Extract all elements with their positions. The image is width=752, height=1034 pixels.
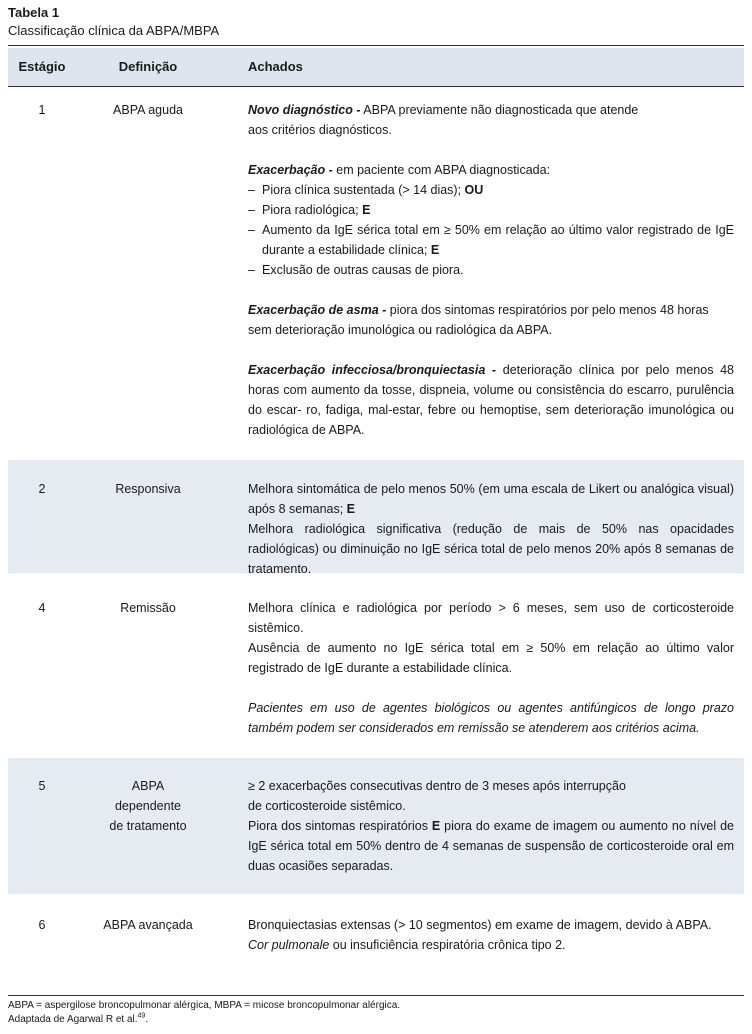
header-findings: Achados [248, 59, 303, 74]
new-diagnosis-line-2: aos critérios diagnósticos. [248, 123, 392, 137]
findings-cell [248, 598, 734, 738]
table-footnote [8, 999, 400, 1027]
findings-line: ≥ 2 exacerbações consecutivas dentro de 3 meses após interrupção [248, 779, 626, 793]
stage-cell: 2 [38, 482, 46, 496]
findings-cell [248, 915, 734, 955]
source-note: Adaptada de Agarwal R et al.$^{49}$. [8, 1012, 149, 1025]
stage-cell: 4 [38, 601, 46, 615]
findings-paragraph: Ausência de aumento no IgE sérica total em ≥ 50% em relação ao último valor registrado de IgE durante a estabilidade clínica. [248, 641, 734, 675]
cor-pulmonale-term: Cor pulmonale [248, 938, 330, 952]
new-diagnosis-term: Novo diagnóstico - [248, 103, 361, 117]
findings-line: Bronquiectasias extensas (> 10 segmentos) em exame de imagem, devido à ABPA. [248, 918, 712, 932]
table-title-block [8, 4, 219, 40]
findings-line: de corticosteroide sistêmico. [248, 799, 406, 813]
abbreviations-note: ABPA = aspergilose broncopulmonar alérgica, MBPA = micose broncopulmonar alérgica. [8, 1000, 401, 1011]
findings-line: Cor pulmonale ou insuficiência respiratória crônica tipo 2. [248, 938, 566, 952]
reference-number: 49 [137, 1012, 146, 1020]
definition-line: ABPA [131, 779, 165, 793]
definition-cell: Remissão [120, 601, 176, 615]
table-header [8, 48, 744, 87]
findings-cell [248, 479, 734, 579]
asthma-exacerbation-term: Exacerbação de asma - [248, 303, 387, 317]
definition-cell: ABPA avançada [103, 918, 193, 932]
exacerbation-term: Exacerbação - [248, 163, 333, 177]
top-rule [8, 45, 744, 46]
definition-cell [90, 776, 206, 836]
findings-paragraph: Piora dos sintomas respiratórios E piora do exame de imagem ou aumento no nível de IgE sérica total em 50% dentro de 4 semanas de suspensão de corticosteroide oral em duas ocasiões separadas. [248, 819, 734, 873]
exacerbation-item: – Piora radiológica; E [248, 203, 371, 217]
asthma-exacerbation-line: Exacerbação de asma - piora dos sintomas respiratórios por pelo menos 48 horas [248, 303, 709, 317]
infectious-exacerbation-paragraph: Exacerbação infecciosa/bronquiectasia - deterioração clínica por pelo menos 48 horas com aumento da tosse, dispneia, volume ou consistência do escarro, purulência do escar- ro, fadiga, mal-estar, febre ou hemoptise, sem deterioração imunológica ou radiológica de ABPA. [248, 363, 734, 437]
header-stage: Estágio [18, 59, 66, 74]
findings-paragraph: Melhora clínica e radiológica por período > 6 meses, sem uso de corticosteroide sistêmico. [248, 601, 734, 635]
definition-cell: Responsiva [115, 482, 181, 496]
findings-cell [248, 100, 734, 440]
stage-cell: 6 [38, 918, 46, 932]
table-row-stage-2 [8, 460, 744, 576]
exacerbation-item: – Piora clínica sustentada (> 14 dias); OU [248, 183, 484, 197]
exacerbation-item: – Aumento da IgE sérica total em ≥ 50% em relação ao último valor registrado de IgE durante a estabilidade clínica; E [248, 223, 734, 257]
table-row-stage-1 [8, 100, 744, 452]
table-row-stage-6 [8, 900, 744, 980]
new-diagnosis-line [248, 100, 734, 120]
new-diagnosis-text: ABPA previamente não diagnosticada que atende [360, 103, 639, 117]
definition-line: dependente [114, 799, 182, 813]
findings-cell [248, 776, 734, 876]
header-definition: Definição [118, 59, 178, 74]
asthma-exacerbation-line-2: sem deterioração imunológica ou radiológica da ABPA. [248, 323, 553, 337]
table-caption: Classificação clínica da ABPA/MBPA [8, 23, 220, 38]
findings-paragraph: Melhora radiológica significativa (redução de mais de 50% nas opacidades radiológicas) ou diminuição no IgE sérica total de pelo menos 20% após 8 semanas de tratamento. [248, 522, 734, 576]
table-row-stage-4 [8, 580, 744, 752]
infectious-exacerbation-term: Exacerbação infecciosa/bronquiectasia - [248, 363, 497, 377]
bottom-rule [8, 995, 744, 996]
exacerbation-item: – Exclusão de outras causas de piora. [248, 263, 464, 277]
stage-cell: 1 [38, 103, 46, 117]
exacerbation-line [248, 160, 734, 180]
definition-line: de tratamento [109, 819, 187, 833]
table-label: Tabela 1 [8, 5, 60, 20]
stage-cell: 5 [38, 779, 46, 793]
exacerbation-text: em paciente com ABPA diagnosticada: [332, 163, 551, 177]
findings-paragraph: Melhora sintomática de pelo menos 50% (em uma escala de Likert ou analógica visual) após 8 semanas; E [248, 482, 734, 516]
table-row-stage-5 [8, 758, 744, 894]
definition-cell: ABPA aguda [113, 103, 183, 117]
remission-note: Pacientes em uso de agentes biológicos ou agentes antifúngicos de longo prazo também podem ser considerados em remissão se atenderem aos critérios acima. [248, 701, 734, 735]
